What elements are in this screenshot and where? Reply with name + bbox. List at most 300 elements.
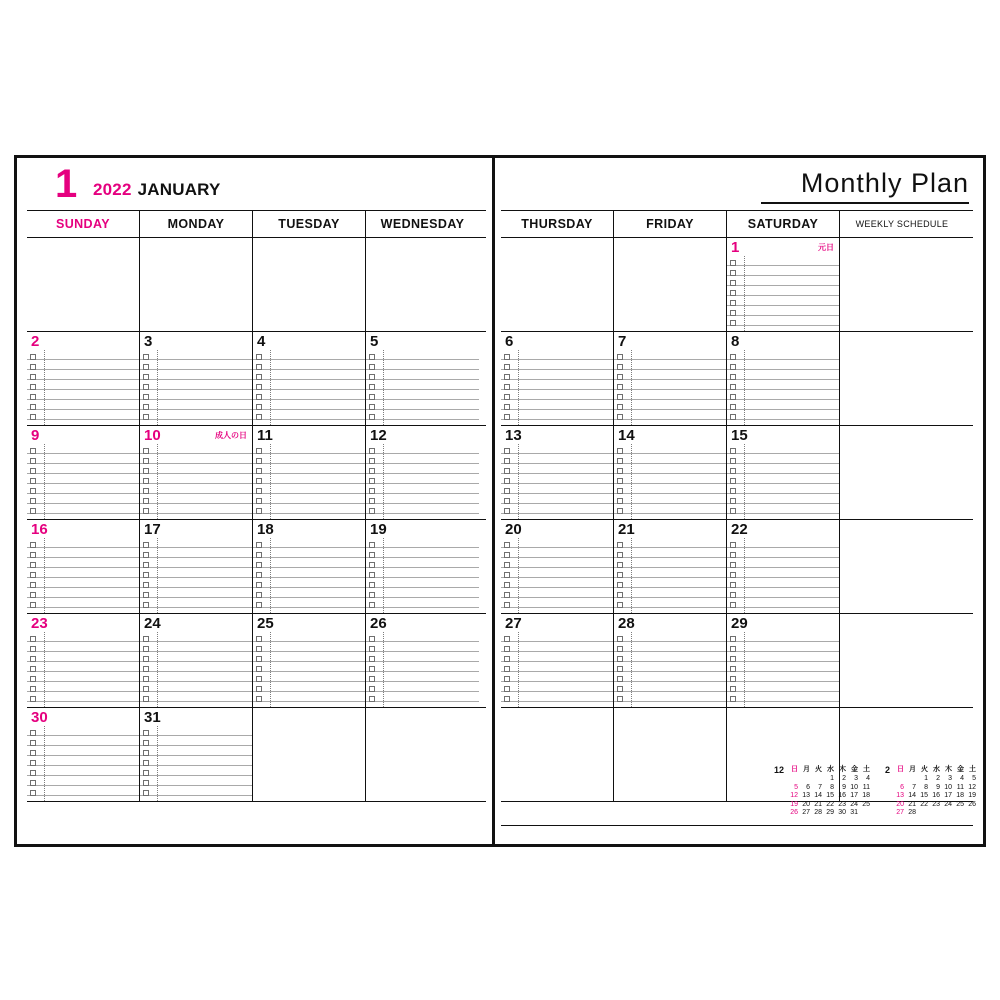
task-checkbox[interactable] bbox=[143, 364, 149, 370]
task-checkbox[interactable] bbox=[256, 468, 262, 474]
day-cell[interactable] bbox=[253, 614, 366, 707]
weekday-header-tuesday: TUESDAY bbox=[253, 211, 366, 237]
mini-calendar-row bbox=[893, 801, 977, 810]
time-column-divider bbox=[518, 632, 519, 707]
day-cell[interactable] bbox=[27, 520, 140, 613]
day-number: 15 bbox=[731, 427, 748, 444]
day-number: 3 bbox=[144, 333, 153, 350]
task-checkbox[interactable] bbox=[504, 602, 510, 608]
task-checkbox[interactable] bbox=[143, 394, 149, 400]
task-checkbox[interactable] bbox=[730, 542, 736, 548]
task-checkbox[interactable] bbox=[730, 562, 736, 568]
task-checkbox[interactable] bbox=[256, 592, 262, 598]
task-checkbox[interactable] bbox=[504, 542, 510, 548]
task-checkbox[interactable] bbox=[369, 458, 375, 464]
task-checkbox[interactable] bbox=[369, 404, 375, 410]
week-row bbox=[501, 426, 973, 520]
task-checkbox[interactable] bbox=[30, 478, 36, 484]
task-checkbox[interactable] bbox=[369, 508, 375, 514]
day-cell[interactable] bbox=[501, 520, 614, 613]
task-checkbox[interactable] bbox=[730, 404, 736, 410]
task-checkbox[interactable] bbox=[617, 572, 623, 578]
task-checkbox[interactable] bbox=[369, 448, 375, 454]
task-checkbox[interactable] bbox=[143, 790, 149, 796]
day-number: 12 bbox=[370, 427, 387, 444]
task-checkbox[interactable] bbox=[30, 780, 36, 786]
task-checkbox[interactable] bbox=[617, 636, 623, 642]
task-checkbox[interactable] bbox=[369, 696, 375, 702]
day-cell[interactable] bbox=[614, 614, 727, 707]
task-checkbox[interactable] bbox=[730, 676, 736, 682]
task-checkbox[interactable] bbox=[617, 686, 623, 692]
day-cell[interactable] bbox=[727, 520, 840, 613]
day-cell-empty bbox=[253, 238, 366, 331]
mini-calendar-day: 18 bbox=[862, 792, 870, 800]
day-cell[interactable] bbox=[614, 520, 727, 613]
task-checkbox[interactable] bbox=[504, 364, 510, 370]
task-checkbox[interactable] bbox=[504, 354, 510, 360]
task-checkbox[interactable] bbox=[143, 656, 149, 662]
task-checkbox[interactable] bbox=[143, 582, 149, 588]
task-checkbox[interactable] bbox=[256, 552, 262, 558]
mini-calendar-day: 2 bbox=[936, 775, 940, 783]
task-checkbox[interactable] bbox=[143, 354, 149, 360]
task-checkbox[interactable] bbox=[730, 498, 736, 504]
task-checkbox[interactable] bbox=[504, 448, 510, 454]
task-checkbox[interactable] bbox=[369, 488, 375, 494]
left-weekday-header-row bbox=[27, 210, 486, 238]
task-checkbox[interactable] bbox=[143, 646, 149, 652]
mini-calendar-day: 9 bbox=[936, 783, 940, 791]
task-checkbox[interactable] bbox=[369, 656, 375, 662]
task-checkbox[interactable] bbox=[504, 552, 510, 558]
task-checkbox[interactable] bbox=[143, 592, 149, 598]
task-checkbox[interactable] bbox=[617, 646, 623, 652]
day-cell[interactable] bbox=[140, 708, 253, 801]
task-checkbox[interactable] bbox=[256, 646, 262, 652]
task-checkbox[interactable] bbox=[143, 508, 149, 514]
task-checkbox[interactable] bbox=[256, 572, 262, 578]
task-checkbox[interactable] bbox=[617, 384, 623, 390]
task-checkbox[interactable] bbox=[730, 270, 736, 276]
day-cell[interactable] bbox=[27, 332, 140, 425]
task-checkbox[interactable] bbox=[730, 488, 736, 494]
task-checkbox[interactable] bbox=[256, 354, 262, 360]
day-cell[interactable] bbox=[140, 520, 253, 613]
time-column-divider bbox=[631, 444, 632, 519]
task-checkbox[interactable] bbox=[256, 478, 262, 484]
task-checkbox[interactable] bbox=[730, 696, 736, 702]
mini-calendar-day: 25 bbox=[956, 800, 964, 808]
day-cell[interactable] bbox=[614, 332, 727, 425]
mini-calendar-day bbox=[965, 809, 977, 818]
task-checkbox[interactable] bbox=[143, 552, 149, 558]
task-checkbox[interactable] bbox=[730, 646, 736, 652]
task-checkbox[interactable] bbox=[369, 582, 375, 588]
task-checkbox[interactable] bbox=[256, 636, 262, 642]
checkbox-column bbox=[504, 542, 513, 612]
task-checkbox[interactable] bbox=[617, 498, 623, 504]
task-checkbox[interactable] bbox=[256, 364, 262, 370]
task-checkbox[interactable] bbox=[369, 384, 375, 390]
checkbox-column bbox=[504, 636, 513, 706]
task-checkbox[interactable] bbox=[730, 384, 736, 390]
task-checkbox[interactable] bbox=[256, 404, 262, 410]
task-checkbox[interactable] bbox=[504, 498, 510, 504]
task-checkbox[interactable] bbox=[730, 468, 736, 474]
task-checkbox[interactable] bbox=[143, 770, 149, 776]
task-checkbox[interactable] bbox=[369, 592, 375, 598]
task-checkbox[interactable] bbox=[30, 448, 36, 454]
task-checkbox[interactable] bbox=[369, 478, 375, 484]
time-column-divider bbox=[270, 538, 271, 613]
task-checkbox[interactable] bbox=[30, 582, 36, 588]
checkbox-column bbox=[256, 354, 265, 424]
task-checkbox[interactable] bbox=[369, 552, 375, 558]
task-checkbox[interactable] bbox=[369, 562, 375, 568]
weekday-header-wednesday: WEDNESDAY bbox=[380, 217, 465, 231]
day-cell[interactable] bbox=[366, 520, 479, 613]
task-checkbox[interactable] bbox=[143, 676, 149, 682]
task-checkbox[interactable] bbox=[30, 790, 36, 796]
task-checkbox[interactable] bbox=[504, 636, 510, 642]
task-checkbox[interactable] bbox=[143, 384, 149, 390]
task-checkbox[interactable] bbox=[256, 582, 262, 588]
checkbox-column bbox=[369, 542, 378, 612]
task-checkbox[interactable] bbox=[730, 300, 736, 306]
day-cell[interactable] bbox=[366, 426, 479, 519]
task-checkbox[interactable] bbox=[256, 686, 262, 692]
day-cell[interactable] bbox=[727, 238, 840, 331]
task-checkbox[interactable] bbox=[256, 384, 262, 390]
task-checkbox[interactable] bbox=[256, 602, 262, 608]
day-number: 28 bbox=[618, 615, 635, 632]
day-cell[interactable] bbox=[140, 332, 253, 425]
task-checkbox[interactable] bbox=[30, 404, 36, 410]
task-checkbox[interactable] bbox=[143, 478, 149, 484]
task-checkbox[interactable] bbox=[30, 696, 36, 702]
task-checkbox[interactable] bbox=[143, 488, 149, 494]
task-checkbox[interactable] bbox=[730, 458, 736, 464]
task-checkbox[interactable] bbox=[30, 468, 36, 474]
task-checkbox[interactable] bbox=[504, 488, 510, 494]
task-checkbox[interactable] bbox=[730, 552, 736, 558]
day-cell[interactable] bbox=[140, 426, 253, 519]
task-checkbox[interactable] bbox=[30, 458, 36, 464]
task-checkbox[interactable] bbox=[143, 468, 149, 474]
day-cell[interactable] bbox=[501, 332, 614, 425]
task-checkbox[interactable] bbox=[369, 636, 375, 642]
task-checkbox[interactable] bbox=[617, 354, 623, 360]
task-checkbox[interactable] bbox=[730, 592, 736, 598]
task-checkbox[interactable] bbox=[256, 508, 262, 514]
task-checkbox[interactable] bbox=[369, 542, 375, 548]
task-checkbox[interactable] bbox=[730, 582, 736, 588]
task-checkbox[interactable] bbox=[256, 458, 262, 464]
task-checkbox[interactable] bbox=[617, 508, 623, 514]
task-checkbox[interactable] bbox=[30, 646, 36, 652]
time-column-divider bbox=[157, 632, 158, 707]
task-checkbox[interactable] bbox=[730, 656, 736, 662]
checkbox-column bbox=[369, 636, 378, 706]
task-checkbox[interactable] bbox=[617, 656, 623, 662]
task-checkbox[interactable] bbox=[256, 448, 262, 454]
task-checkbox[interactable] bbox=[730, 260, 736, 266]
task-checkbox[interactable] bbox=[617, 582, 623, 588]
task-checkbox[interactable] bbox=[504, 696, 510, 702]
task-checkbox[interactable] bbox=[504, 384, 510, 390]
weekly-schedule-cell[interactable] bbox=[840, 238, 964, 331]
task-checkbox[interactable] bbox=[369, 394, 375, 400]
task-checkbox[interactable] bbox=[617, 394, 623, 400]
task-checkbox[interactable] bbox=[30, 770, 36, 776]
weekly-schedule-header: WEEKLY SCHEDULE bbox=[855, 219, 949, 229]
task-checkbox[interactable] bbox=[730, 686, 736, 692]
task-checkbox[interactable] bbox=[369, 676, 375, 682]
task-checkbox[interactable] bbox=[30, 572, 36, 578]
mini-calendar-day: 19 bbox=[968, 792, 976, 800]
task-checkbox[interactable] bbox=[730, 320, 736, 326]
mini-calendar-day: 22 bbox=[920, 800, 928, 808]
task-checkbox[interactable] bbox=[504, 414, 510, 420]
task-checkbox[interactable] bbox=[143, 636, 149, 642]
task-checkbox[interactable] bbox=[30, 656, 36, 662]
day-cell[interactable] bbox=[727, 614, 840, 707]
task-checkbox[interactable] bbox=[369, 686, 375, 692]
task-checkbox[interactable] bbox=[617, 468, 623, 474]
task-checkbox[interactable] bbox=[504, 374, 510, 380]
task-checkbox[interactable] bbox=[617, 448, 623, 454]
task-checkbox[interactable] bbox=[143, 374, 149, 380]
task-checkbox[interactable] bbox=[30, 354, 36, 360]
task-checkbox[interactable] bbox=[256, 562, 262, 568]
task-checkbox[interactable] bbox=[504, 508, 510, 514]
task-checkbox[interactable] bbox=[369, 572, 375, 578]
task-checkbox[interactable] bbox=[617, 374, 623, 380]
task-checkbox[interactable] bbox=[504, 676, 510, 682]
task-checkbox[interactable] bbox=[730, 290, 736, 296]
task-checkbox[interactable] bbox=[30, 364, 36, 370]
task-checkbox[interactable] bbox=[30, 508, 36, 514]
day-cell[interactable] bbox=[27, 614, 140, 707]
day-cell[interactable] bbox=[27, 708, 140, 801]
day-cell[interactable] bbox=[253, 520, 366, 613]
task-checkbox[interactable] bbox=[504, 592, 510, 598]
task-checkbox[interactable] bbox=[504, 468, 510, 474]
task-checkbox[interactable] bbox=[30, 602, 36, 608]
task-checkbox[interactable] bbox=[730, 394, 736, 400]
day-number: 7 bbox=[618, 333, 627, 350]
task-checkbox[interactable] bbox=[617, 478, 623, 484]
task-checkbox[interactable] bbox=[369, 468, 375, 474]
task-checkbox[interactable] bbox=[30, 542, 36, 548]
task-checkbox[interactable] bbox=[369, 364, 375, 370]
day-cell[interactable] bbox=[140, 614, 253, 707]
task-checkbox[interactable] bbox=[617, 414, 623, 420]
weekly-schedule-cell[interactable] bbox=[840, 426, 964, 519]
mini-calendar-month-label: 12 bbox=[773, 765, 784, 776]
task-checkbox[interactable] bbox=[730, 572, 736, 578]
task-checkbox[interactable] bbox=[617, 552, 623, 558]
task-checkbox[interactable] bbox=[30, 636, 36, 642]
task-checkbox[interactable] bbox=[256, 656, 262, 662]
task-checkbox[interactable] bbox=[730, 414, 736, 420]
mini-calendar-day: 12 bbox=[790, 792, 798, 800]
task-checkbox[interactable] bbox=[504, 404, 510, 410]
weekly-schedule-cell[interactable] bbox=[840, 614, 964, 707]
task-checkbox[interactable] bbox=[504, 394, 510, 400]
task-checkbox[interactable] bbox=[30, 384, 36, 390]
task-checkbox[interactable] bbox=[256, 542, 262, 548]
task-checkbox[interactable] bbox=[369, 498, 375, 504]
task-checkbox[interactable] bbox=[30, 394, 36, 400]
task-checkbox[interactable] bbox=[30, 374, 36, 380]
task-checkbox[interactable] bbox=[143, 666, 149, 672]
day-cell[interactable] bbox=[366, 614, 479, 707]
task-checkbox[interactable] bbox=[30, 414, 36, 420]
task-checkbox[interactable] bbox=[617, 562, 623, 568]
day-cell[interactable] bbox=[727, 332, 840, 425]
task-checkbox[interactable] bbox=[143, 740, 149, 746]
task-checkbox[interactable] bbox=[504, 572, 510, 578]
task-checkbox[interactable] bbox=[730, 280, 736, 286]
task-checkbox[interactable] bbox=[143, 572, 149, 578]
holiday-label: 成人の日 bbox=[215, 431, 247, 440]
task-checkbox[interactable] bbox=[30, 592, 36, 598]
task-checkbox[interactable] bbox=[30, 750, 36, 756]
task-checkbox[interactable] bbox=[30, 740, 36, 746]
mini-calendar-day: 14 bbox=[908, 792, 916, 800]
day-cell[interactable] bbox=[727, 426, 840, 519]
task-checkbox[interactable] bbox=[617, 364, 623, 370]
mini-calendar-row bbox=[893, 792, 977, 801]
day-cell[interactable] bbox=[501, 614, 614, 707]
day-cell[interactable] bbox=[501, 426, 614, 519]
day-cell[interactable] bbox=[253, 332, 366, 425]
mini-calendar-day bbox=[953, 809, 965, 818]
day-cell[interactable] bbox=[27, 426, 140, 519]
time-column-divider bbox=[270, 350, 271, 425]
task-checkbox[interactable] bbox=[256, 498, 262, 504]
task-checkbox[interactable] bbox=[504, 458, 510, 464]
task-checkbox[interactable] bbox=[504, 646, 510, 652]
task-checkbox[interactable] bbox=[730, 364, 736, 370]
weekly-schedule-cell[interactable] bbox=[840, 520, 964, 613]
task-checkbox[interactable] bbox=[617, 458, 623, 464]
task-checkbox[interactable] bbox=[30, 562, 36, 568]
task-checkbox[interactable] bbox=[30, 760, 36, 766]
task-checkbox[interactable] bbox=[730, 448, 736, 454]
task-checkbox[interactable] bbox=[617, 542, 623, 548]
task-checkbox[interactable] bbox=[256, 394, 262, 400]
task-checkbox[interactable] bbox=[504, 582, 510, 588]
task-checkbox[interactable] bbox=[30, 488, 36, 494]
task-checkbox[interactable] bbox=[143, 686, 149, 692]
weekly-schedule-cell[interactable] bbox=[840, 332, 964, 425]
week-row bbox=[27, 614, 486, 708]
task-checkbox[interactable] bbox=[30, 498, 36, 504]
task-checkbox[interactable] bbox=[504, 562, 510, 568]
checkbox-column bbox=[504, 354, 513, 424]
task-checkbox[interactable] bbox=[617, 666, 623, 672]
task-checkbox[interactable] bbox=[369, 666, 375, 672]
task-checkbox[interactable] bbox=[504, 666, 510, 672]
task-checkbox[interactable] bbox=[143, 448, 149, 454]
week-row bbox=[27, 520, 486, 614]
task-checkbox[interactable] bbox=[30, 552, 36, 558]
day-cell[interactable] bbox=[366, 332, 479, 425]
time-column-divider bbox=[270, 444, 271, 519]
task-checkbox[interactable] bbox=[617, 696, 623, 702]
task-checkbox[interactable] bbox=[143, 404, 149, 410]
task-checkbox[interactable] bbox=[730, 636, 736, 642]
checkbox-column bbox=[143, 730, 152, 800]
task-checkbox[interactable] bbox=[730, 354, 736, 360]
task-checkbox[interactable] bbox=[617, 488, 623, 494]
checkbox-column bbox=[617, 448, 626, 518]
task-checkbox[interactable] bbox=[143, 602, 149, 608]
task-checkbox[interactable] bbox=[730, 666, 736, 672]
mini-calendar-day: 6 bbox=[806, 783, 810, 791]
day-cell[interactable] bbox=[253, 426, 366, 519]
task-checkbox[interactable] bbox=[730, 508, 736, 514]
task-checkbox[interactable] bbox=[30, 666, 36, 672]
task-checkbox[interactable] bbox=[617, 602, 623, 608]
task-checkbox[interactable] bbox=[143, 696, 149, 702]
task-checkbox[interactable] bbox=[256, 488, 262, 494]
task-checkbox[interactable] bbox=[256, 666, 262, 672]
task-checkbox[interactable] bbox=[256, 676, 262, 682]
task-checkbox[interactable] bbox=[369, 414, 375, 420]
task-checkbox[interactable] bbox=[143, 414, 149, 420]
task-checkbox[interactable] bbox=[504, 686, 510, 692]
task-checkbox[interactable] bbox=[504, 478, 510, 484]
month-name-label: JANUARY bbox=[137, 180, 221, 199]
task-checkbox[interactable] bbox=[369, 602, 375, 608]
task-checkbox[interactable] bbox=[143, 780, 149, 786]
mini-calendar-day: 29 bbox=[826, 809, 834, 817]
task-checkbox[interactable] bbox=[730, 478, 736, 484]
task-checkbox[interactable] bbox=[143, 498, 149, 504]
mini-calendar-day: 5 bbox=[972, 775, 976, 783]
weekday-header-thursday: THURSDAY bbox=[501, 211, 614, 237]
task-checkbox[interactable] bbox=[730, 602, 736, 608]
task-checkbox[interactable] bbox=[504, 656, 510, 662]
task-checkbox[interactable] bbox=[30, 730, 36, 736]
task-checkbox[interactable] bbox=[143, 562, 149, 568]
task-checkbox[interactable] bbox=[369, 646, 375, 652]
task-checkbox[interactable] bbox=[143, 750, 149, 756]
day-cell[interactable] bbox=[614, 426, 727, 519]
task-checkbox[interactable] bbox=[30, 686, 36, 692]
task-checkbox[interactable] bbox=[617, 404, 623, 410]
task-checkbox[interactable] bbox=[730, 374, 736, 380]
task-checkbox[interactable] bbox=[143, 542, 149, 548]
task-checkbox[interactable] bbox=[256, 374, 262, 380]
task-checkbox[interactable] bbox=[369, 354, 375, 360]
task-checkbox[interactable] bbox=[143, 730, 149, 736]
task-checkbox[interactable] bbox=[617, 592, 623, 598]
task-checkbox[interactable] bbox=[369, 374, 375, 380]
task-checkbox[interactable] bbox=[143, 458, 149, 464]
task-checkbox[interactable] bbox=[256, 414, 262, 420]
task-checkbox[interactable] bbox=[730, 310, 736, 316]
task-checkbox[interactable] bbox=[256, 696, 262, 702]
task-checkbox[interactable] bbox=[30, 676, 36, 682]
task-checkbox[interactable] bbox=[143, 760, 149, 766]
year-label: 2022 bbox=[93, 180, 132, 199]
task-checkbox[interactable] bbox=[617, 676, 623, 682]
